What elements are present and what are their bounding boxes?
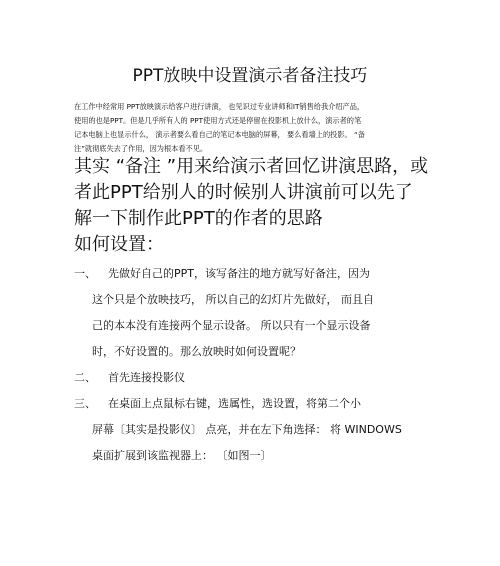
step-number: 三、 <box>74 397 96 410</box>
step-line: 首先连接投影仪 <box>108 371 185 384</box>
step-line: 己的本本没有连接两个显示设备。 所以只有一个显示设备 <box>92 319 371 332</box>
step-line: 屏幕〔其实是投影仪〕 点亮，并在左下角选择： 将 WINDOWS <box>92 423 402 436</box>
large-line: 者此PPT给别人的时候别人讲演前可以先了 <box>74 182 413 203</box>
step-line: 在桌面上点鼠标右键，选属性，选设置，将第二个小 <box>108 397 361 410</box>
large-line: 其实 “备注 ”用来给演示者回忆讲演思路，或 <box>74 156 429 177</box>
intro-line: 记本电脑上也显示什么， 演示者要么看自己的笔记本电脑的屏幕， 要么看墙上的投影。 “备 <box>74 130 365 139</box>
step-line: 这个只是个放映技巧， 所以自己的幻灯片先做好， 而且自 <box>92 293 374 306</box>
step-line: 桌面扩展到该监视器上： 〔如图一〕 <box>92 449 272 462</box>
intro-line: 使用的也是PPT。但是几乎所有人的 PPT使用方式还是停留在投影机上放什么，演示者的笔 <box>74 116 362 125</box>
step-line: 时，不好设置的。那么放映时如何设置呢？ <box>92 345 301 358</box>
intro-line: 注”就彻底失去了作用，因为根本看不见。 <box>74 144 208 153</box>
step-number: 一、 <box>74 267 96 280</box>
large-line: 解一下制作此PPT的作者的思路 <box>74 208 323 229</box>
step-number: 二、 <box>74 371 96 384</box>
document-title: PPT放映中设置演示者备注技巧 <box>132 66 368 86</box>
intro-paragraph <box>74 100 434 156</box>
large-line: 如何设置： <box>74 234 164 255</box>
large-paragraph <box>74 154 428 258</box>
step-line: 先做好自己的PPT，该写备注的地方就写好备注，因为 <box>108 267 370 280</box>
intro-line: 在工作中经常用 PPT放映演示给客户进行讲演， 也见识过专业讲师和IT销售给我介绍产品， <box>74 102 365 111</box>
